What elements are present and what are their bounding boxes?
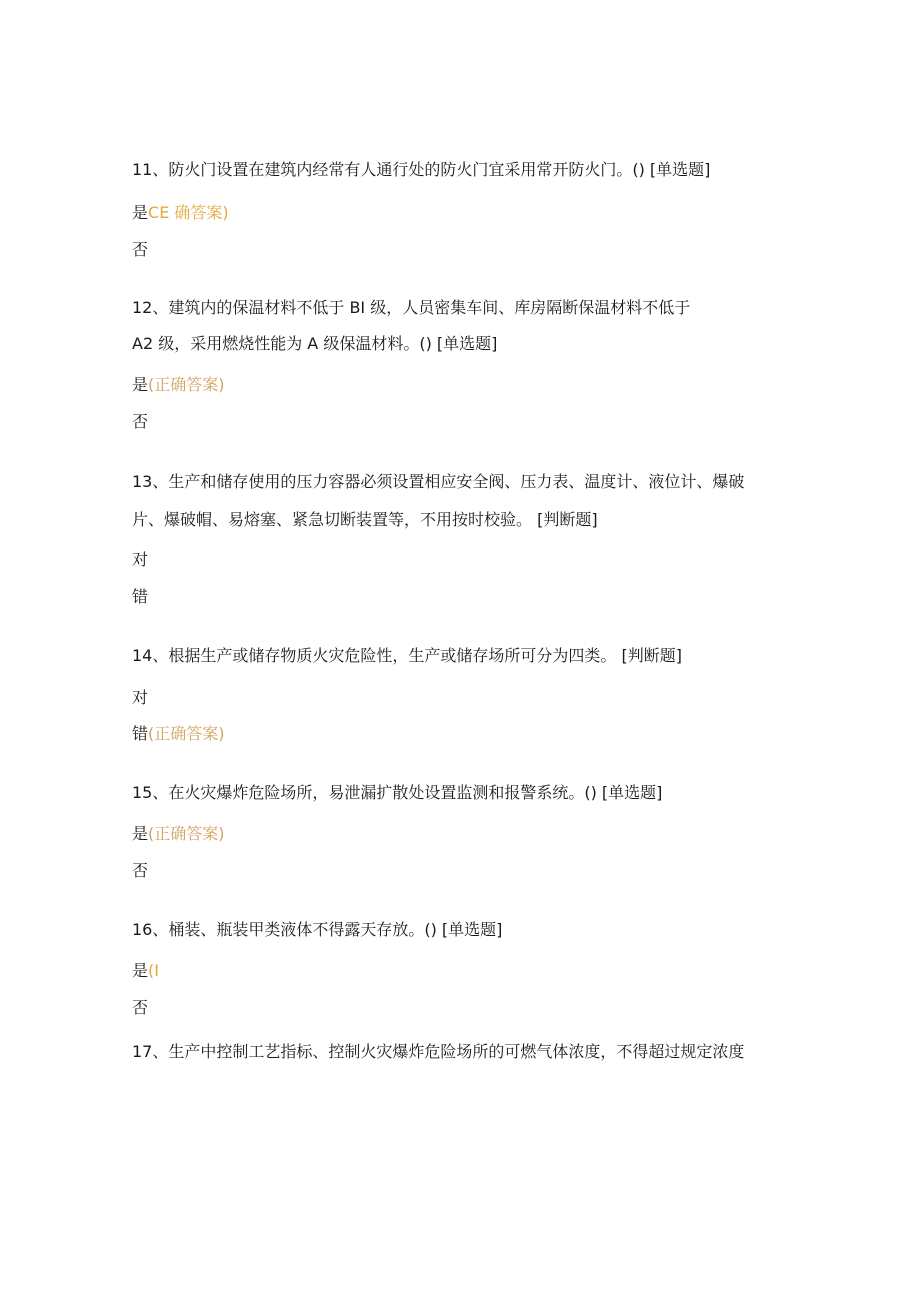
- question-12-text-line1: 12、建筑内的保温材料不低于 BI 级，人员密集车间、库房隔断保温材料不低于: [132, 298, 691, 317]
- option-label: 是: [132, 824, 149, 843]
- correct-answer-mark: (正确答案): [148, 724, 225, 743]
- question-12-option-no[interactable]: [132, 412, 148, 432]
- question-13-text-line1: 13、生产和储存使用的压力容器必须设置相应安全阀、压力表、温度计、液位计、爆破: [132, 472, 745, 491]
- question-14-option-false[interactable]: [132, 724, 225, 744]
- question-15-option-yes[interactable]: [132, 824, 225, 844]
- option-label: 对: [132, 688, 149, 707]
- option-label: 否: [132, 412, 149, 431]
- question-12-option-yes[interactable]: [132, 375, 225, 395]
- option-label: 错: [132, 724, 149, 743]
- question-13-option-false[interactable]: [132, 587, 148, 607]
- question-15-text: 15、在火灾爆炸危险场所，易泄漏扩散处设置监测和报警系统。() [单选题]: [132, 783, 663, 802]
- question-14-text: 14、根据生产或储存物质火灾危险性，生产或储存场所可分为四类。 [判断题]: [132, 646, 682, 665]
- option-label: 错: [132, 587, 149, 606]
- question-11-option-yes[interactable]: [132, 203, 229, 223]
- correct-answer-mark: (I: [148, 961, 159, 980]
- option-label: 否: [132, 998, 149, 1017]
- question-11-option-no[interactable]: [132, 240, 148, 260]
- option-label: 否: [132, 240, 149, 259]
- option-label: 是: [132, 375, 149, 394]
- question-17-text: 17、生产中控制工艺指标、控制火灾爆炸危险场所的可燃气体浓度，不得超过规定浓度: [132, 1042, 745, 1061]
- question-12-text-line2: A2 级，采用燃烧性能为 A 级保温材料。() [单选题]: [132, 334, 498, 353]
- question-16-text: 16、桶装、瓶装甲类液体不得露天存放。() [单选题]: [132, 920, 503, 939]
- question-14-option-true[interactable]: [132, 688, 148, 708]
- correct-answer-mark: (正确答案): [148, 824, 225, 843]
- question-13-text-line2: 片、爆破帽、易熔塞、紧急切断装置等，不用按时校验。 [判断题]: [132, 510, 598, 529]
- question-16-option-yes[interactable]: [132, 961, 159, 981]
- option-label: 是: [132, 203, 149, 222]
- question-13-option-true[interactable]: [132, 550, 148, 570]
- correct-answer-mark: (正确答案): [148, 375, 225, 394]
- question-16-option-no[interactable]: [132, 998, 148, 1018]
- correct-answer-mark: CE 确答案): [148, 203, 229, 222]
- option-label: 对: [132, 550, 149, 569]
- option-label: 是: [132, 961, 149, 980]
- option-label: 否: [132, 861, 149, 880]
- question-15-option-no[interactable]: [132, 861, 148, 881]
- question-11-text: 11、防火门设置在建筑内经常有人通行处的防火门宜采用常开防火门。() [单选题]: [132, 160, 711, 179]
